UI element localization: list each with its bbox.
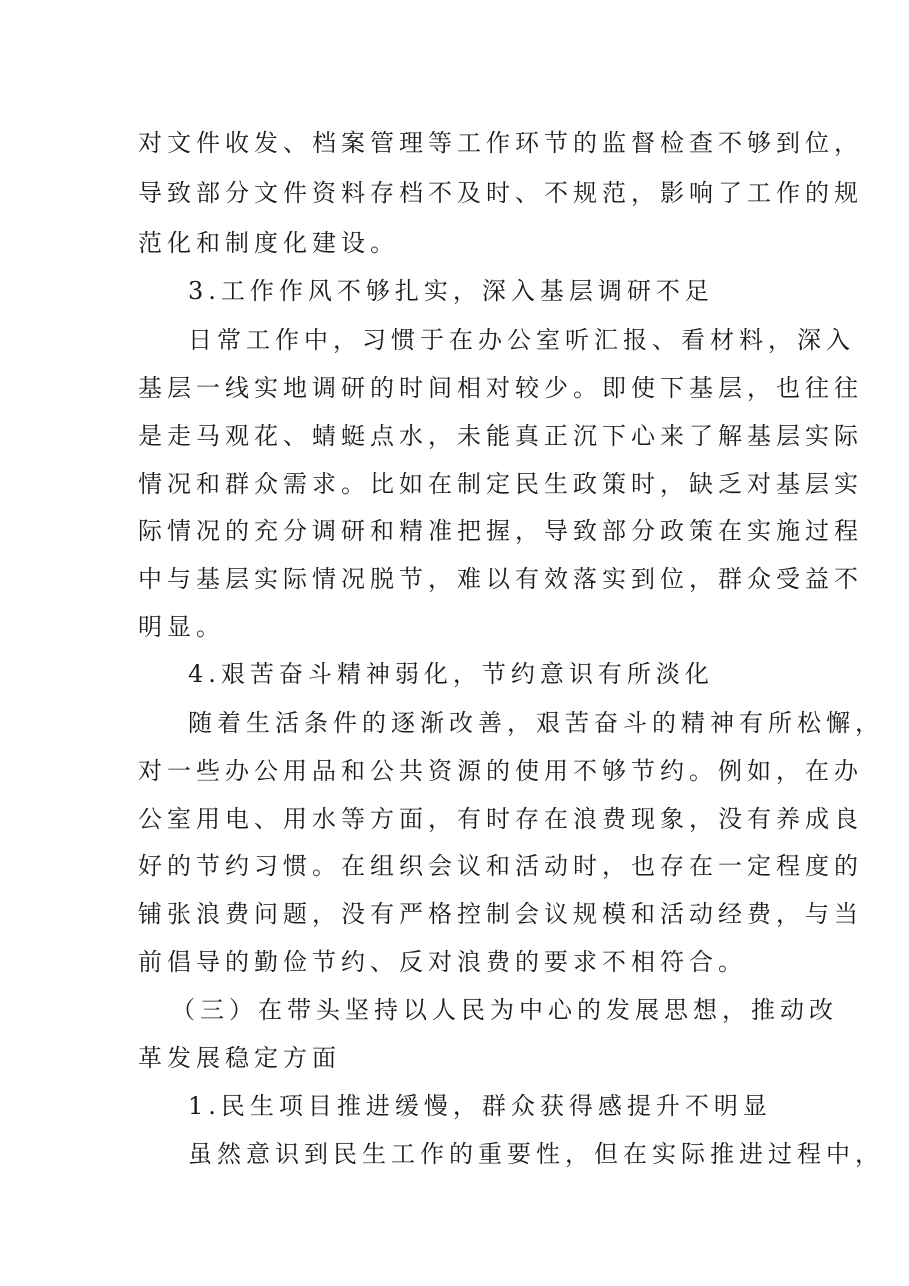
- body-text-line: 导致部分文件资料存档不及时、不规范，影响了工作的规: [138, 179, 863, 207]
- section-heading-1: 1.民生项目推进缓慢，群众获得感提升不明显: [188, 1092, 772, 1120]
- body-text-line: 虽然意识到民生工作的重要性，但在实际推进过程中，: [188, 1140, 884, 1168]
- body-text-line: 公室用电、用水等方面，有时存在浪费现象，没有养成良: [138, 805, 863, 833]
- body-text-line: 前倡导的勤俭节约、反对浪费的要求不相符合。: [138, 948, 747, 976]
- body-text-line: 好的节约习惯。在组织会议和活动时，也存在一定程度的: [138, 852, 863, 880]
- body-text-line: 对一些办公用品和公共资源的使用不够节约。例如，在办: [138, 757, 863, 785]
- body-text-line: 是走马观花、蜻蜓点水，未能真正沉下心来了解基层实际: [138, 422, 863, 450]
- chapter-heading: （三）在带头坚持以人民为中心的发展思想，推动改: [171, 996, 838, 1024]
- body-text-line: 对文件收发、档案管理等工作环节的监督检查不够到位，: [138, 129, 863, 157]
- body-text-line: 明显。: [138, 613, 225, 641]
- body-text-line: 际情况的充分调研和精准把握，导致部分政策在实施过程: [138, 517, 863, 545]
- section-heading-4: 4.艰苦奋斗精神弱化，节约意识有所淡化: [188, 660, 714, 688]
- body-text-line: 随着生活条件的逐渐改善，艰苦奋斗的精神有所松懈，: [188, 709, 884, 737]
- body-text-line: 中与基层实际情况脱节，难以有效落实到位，群众受益不: [138, 565, 863, 593]
- body-text-line: 情况和群众需求。比如在制定民生政策时，缺乏对基层实: [138, 470, 863, 498]
- section-heading-3: 3.工作作风不够扎实，深入基层调研不足: [188, 277, 714, 305]
- body-text-line: 铺张浪费问题，没有严格控制会议规模和活动经费，与当: [138, 900, 863, 928]
- body-text-line: 基层一线实地调研的时间相对较少。即使下基层，也往往: [138, 374, 863, 402]
- body-text-line: 范化和制度化建设。: [138, 229, 399, 257]
- body-text-line: 日常工作中，习惯于在办公室听汇报、看材料，深入: [188, 326, 855, 354]
- chapter-heading-continued: 革发展稳定方面: [138, 1044, 341, 1072]
